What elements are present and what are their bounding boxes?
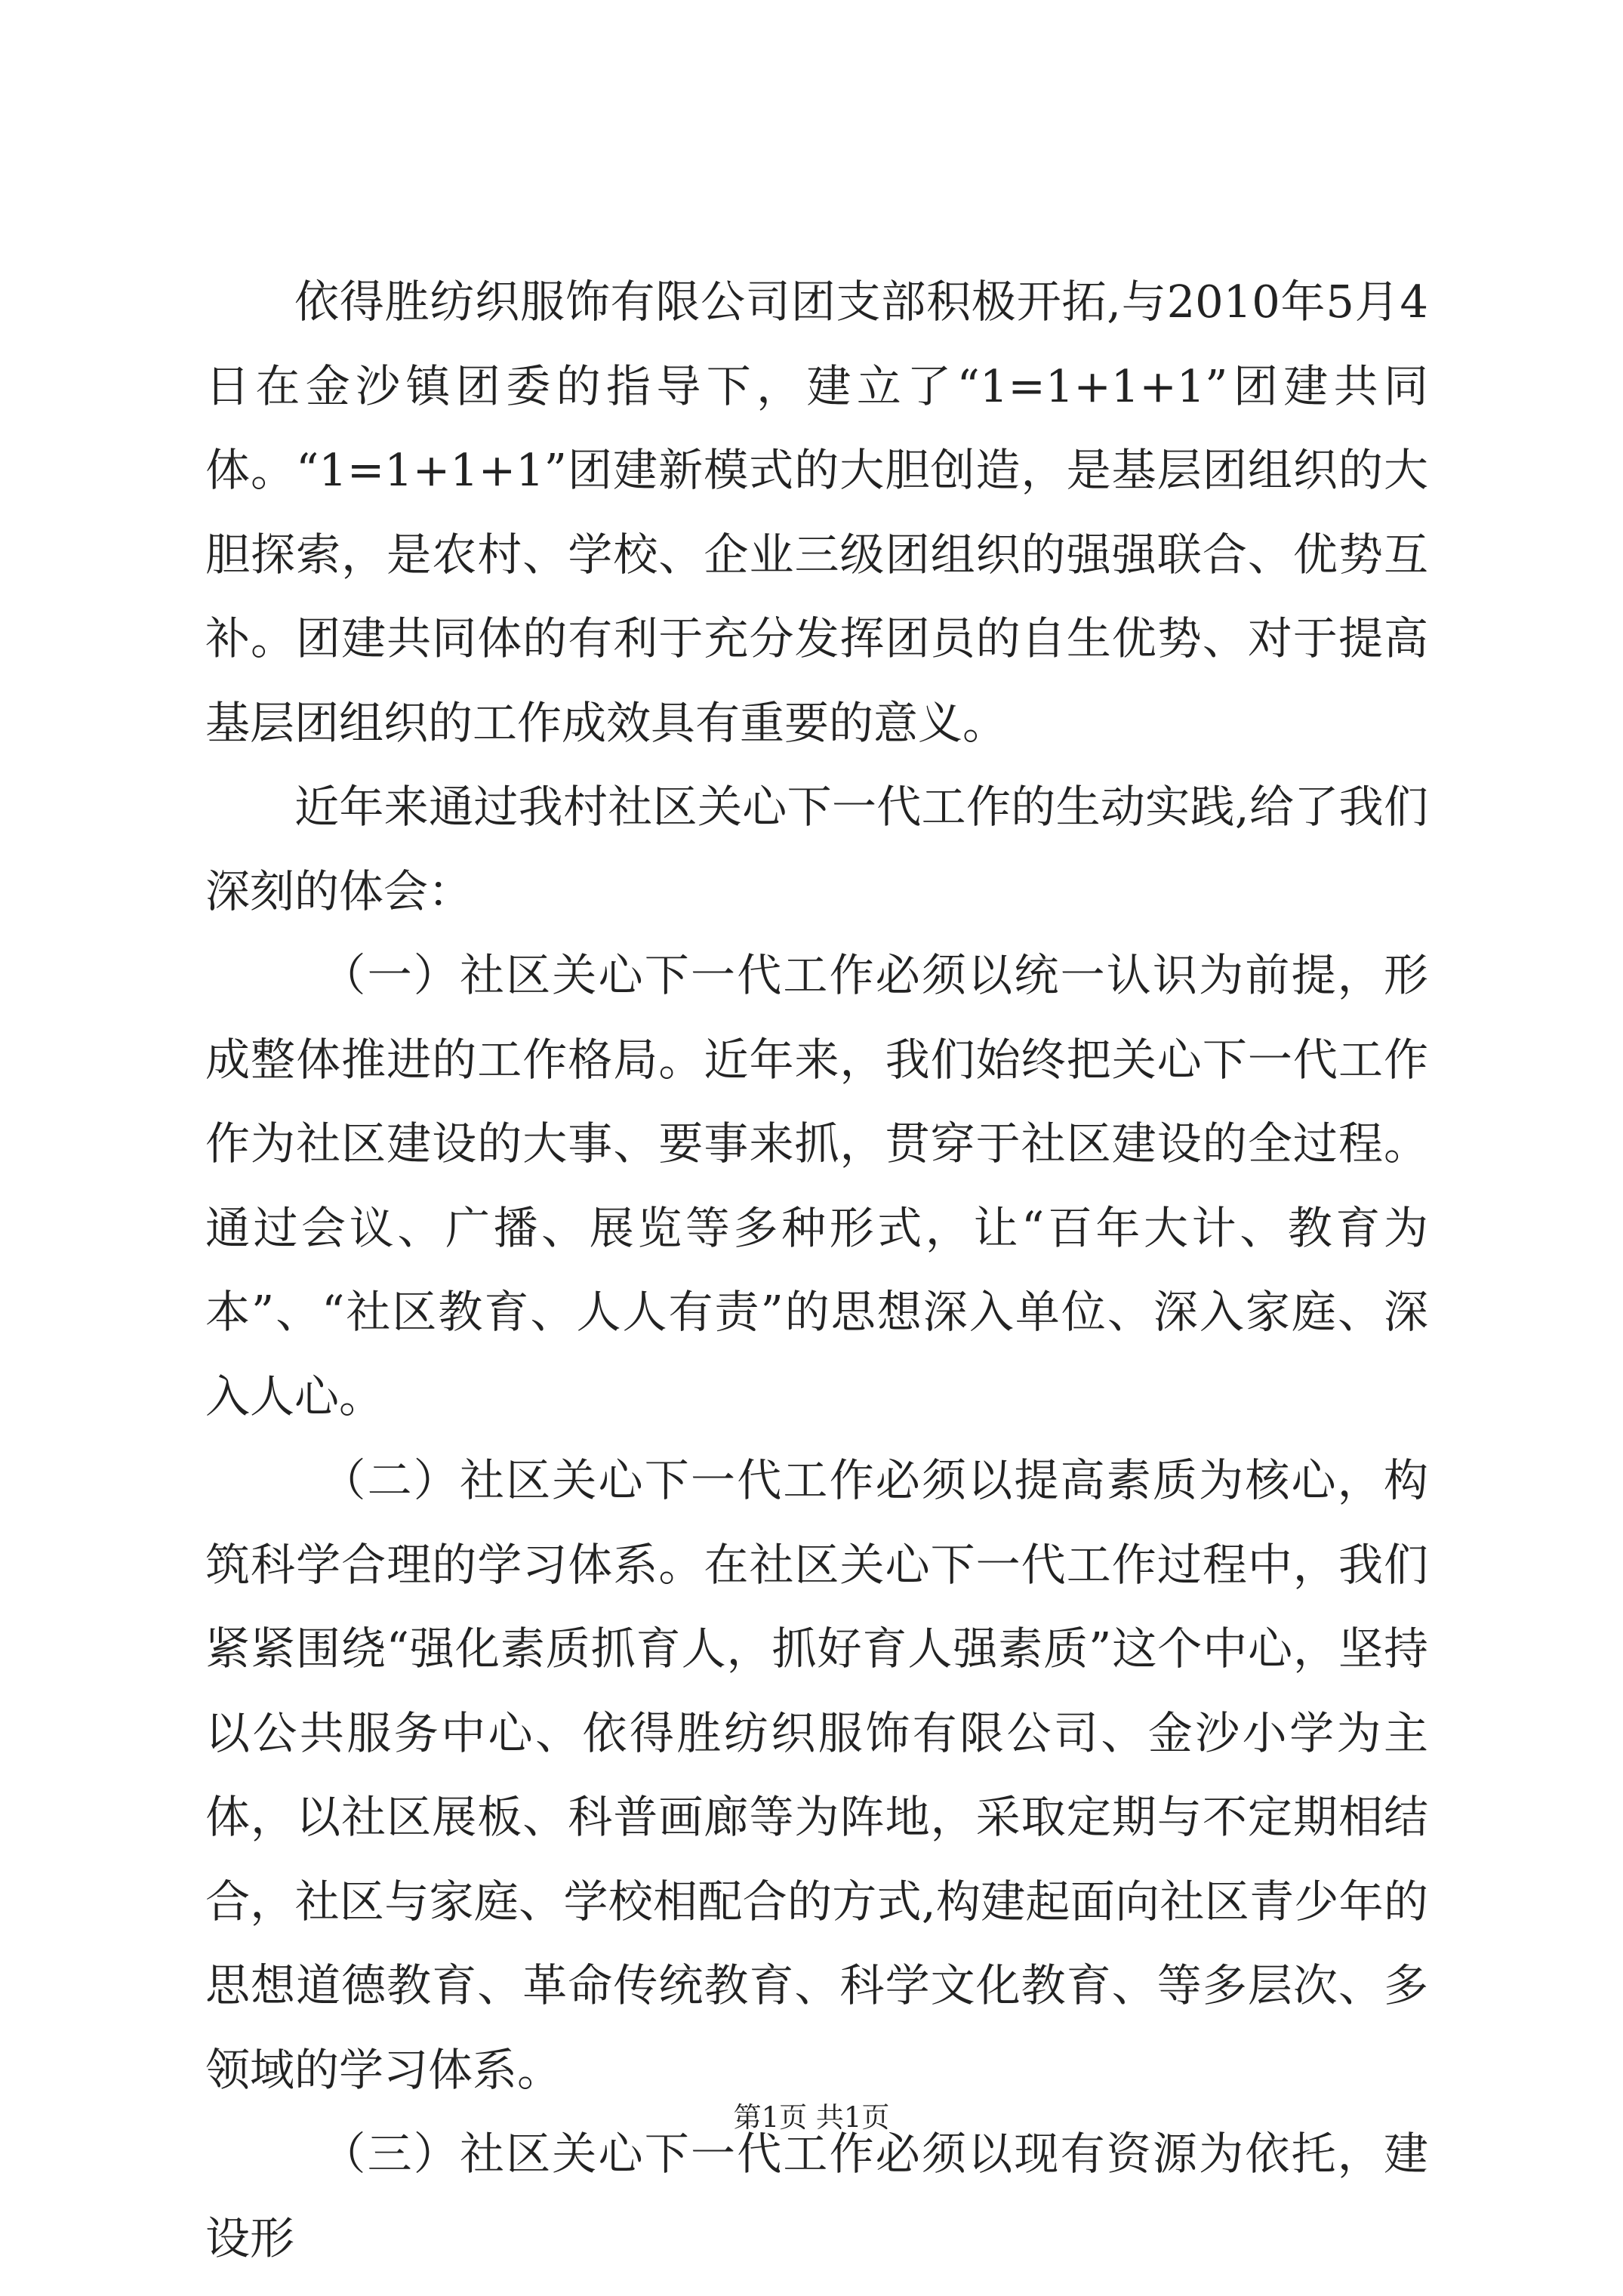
paragraph-2: 近年来通过我村社区关心下一代工作的生动实践,给了我们深刻的体会： — [205, 781, 1428, 917]
paragraph-3: （一）社区关心下一代工作必须以统一认识为前提，形成整体推进的工作格局。近年来，我们始终把关心下一代工作作为社区建设的大事、要事来抓，贯穿于社区建设的全过程。通过会议、广播、展览等多种形式，让“百年大计、教育为本”、“社区教育、人人有责”的思想深入单位、深入家庭、深入人心。 — [205, 949, 1428, 1422]
paragraph-1: 依得胜纺织服饰有限公司团支部积极开拓,与2010年5月4日在金沙镇团委的指导下，建立了“1=1+1+1”团建共同体。“1=1+1+1”团建新模式的大胆创造，是基层团组织的大胆探索，是农村、学校、企业三级团组织的强强联合、优势互补。团建共同体的有利于充分发挥团员的自生优势、对于提高基层团组织的工作成效具有重要的意义。 — [205, 276, 1428, 749]
document-body — [205, 260, 1428, 2280]
paragraph-4: （二）社区关心下一代工作必须以提高素质为核心，构筑科学合理的学习体系。在社区关心下一代工作过程中，我们紧紧围绕“强化素质抓育人，抓好育人强素质”这个中心，坚持以公共服务中心、依得胜纺织服饰有限公司、金沙小学为主体，以社区展板、科普画廊等为阵地，采取定期与不定期相结合，社区与家庭、学校相配合的方式,构建起面向社区青少年的思想道德教育、革命传统教育、科学文化教育、等多层次、多领域的学习体系。 — [205, 1454, 1428, 2096]
page-footer: 第1页 共1页 — [733, 2101, 890, 2134]
paragraph-5: （三）社区关心下一代工作必须以现有资源为依托，建设形 — [205, 2128, 1428, 2264]
